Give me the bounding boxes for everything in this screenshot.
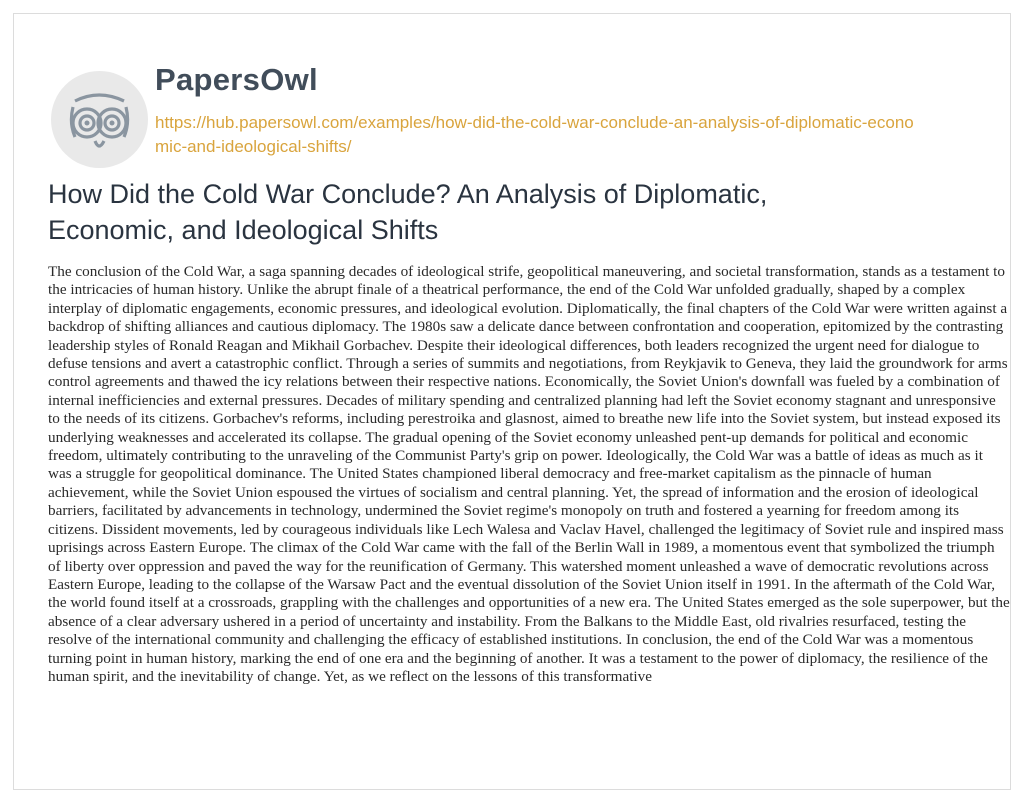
owl-logo-graphic <box>51 71 148 168</box>
source-url-link[interactable]: https://hub.papersowl.com/examples/how-did-the-cold-war-conclude-an-analysis-of-diplomatic-economic-and-ideological-shifts/ <box>155 113 914 156</box>
document-page <box>13 13 1011 790</box>
brand-name: PapersOwl <box>155 62 318 97</box>
owl-logo-icon <box>51 71 148 168</box>
document-body: The conclusion of the Cold War, a saga spanning decades of ideological strife, geopolitical maneuvering, and societal transformation, stands as a testament to the intricacies of human history. Unlike the abrupt finale of a theatrical performance, the end of the Cold War unfolded gradually, shaped by a complex interplay of diplomatic engagements, economic pressures, and ideological evolution. Diplomatically, the final chapters of the Cold War were written against a backdrop of shifting alliances and cautious diplomacy. The 1980s saw a delicate dance between confrontation and cooperation, epitomized by the contrasting leadership styles of Ronald Reagan and Mikhail Gorbachev. Despite their ideological differences, both leaders recognized the urgent need for dialogue to defuse tensions and avert a catastrophic conflict. Through a series of summits and negotiations, from Reykjavik to Geneva, they laid the groundwork for arms control agreements and thawed the icy relations between their respective nations. Economically, the Soviet Union's downfall was fueled by a combination of internal inefficiencies and external pressures. Decades of military spending and centralized planning had left the Soviet economy stagnant and unresponsive to the needs of its citizens. Gorbachev's reforms, including perestroika and glasnost, aimed to breathe new life into the Soviet system, but instead exposed its underlying weaknesses and accelerated its collapse. The gradual opening of the Soviet economy unleashed pent-up demands for political and economic freedom, ultimately contributing to the unraveling of the Communist Party's grip on power. Ideologically, the Cold War was a battle of ideas as much as it was a struggle for geopolitical dominance. The United States championed liberal democracy and free-market capitalism as the pinnacle of human achievement, while the Soviet Union espoused the virtues of socialism and central planning. Yet, the spread of information and the erosion of ideological barriers, facilitated by advancements in technology, undermined the Soviet regime's monopoly on truth and fostered a yearning for freedom among its citizens. Dissident movements, led by courageous individuals like Lech Walesa and Vaclav Havel, challenged the legitimacy of Soviet rule and inspired mass uprisings across Eastern Europe. The climax of the Cold War came with the fall of the Berlin Wall in 1989, a momentous event that symbolized the triumph of liberty over oppression and paved the way for the reunification of Germany. This watershed moment unleashed a wave of democratic revolutions across Eastern Europe, leading to the collapse of the Warsaw Pact and the eventual dissolution of the Soviet Union itself in 1991. In the aftermath of the Cold War, the world found itself at a crossroads, grappling with the challenges and opportunities of a new era. The United States emerged as the sole superpower, but the absence of a clear adversary ushered in a period of uncertainty and instability. From the Balkans to the Middle East, old rivalries resurfaced, testing the resolve of the international community and challenging the efficacy of established institutions. In conclusion, the end of the Cold War was a momentous turning point in human history, marking the end of one era and the beginning of another. It was a testament to the power of diplomacy, the resilience of the human spirit, and the inevitability of change. Yet, as we reflect on the lessons of this transformative <box>48 263 1010 685</box>
document-title: How Did the Cold War Conclude? An Analysis of Diplomatic, Economic, and Ideological Shifts <box>48 179 768 245</box>
